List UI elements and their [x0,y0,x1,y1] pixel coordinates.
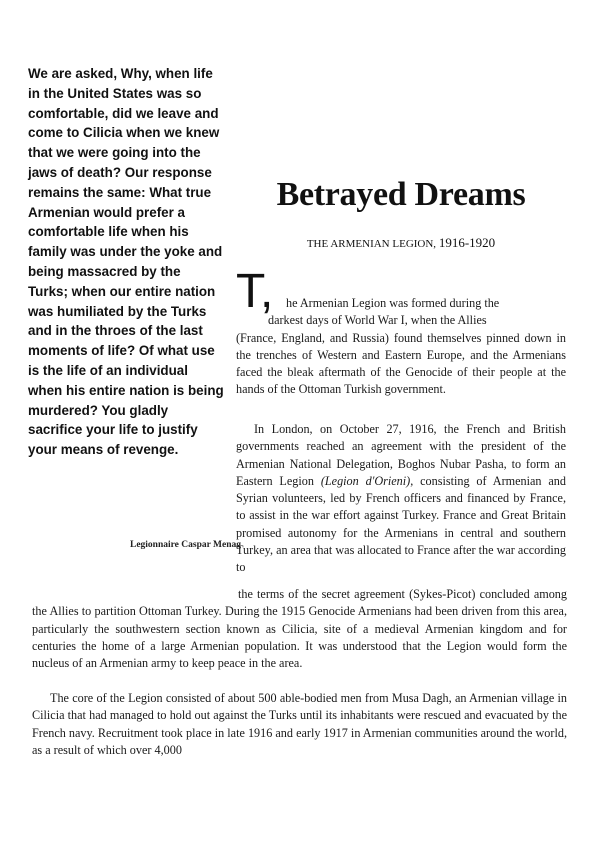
paragraph-2-end: , consisting of Armenian and Syrian volunteers, led by French officers and financed by France, to assist in the war effort against Turkey. France and Great Britain promised autonomy for the Armenians in central and southern Turkey, an area that was allocated to France after the war according to [236,473,566,575]
paragraph-2 [236,421,566,577]
subtitle-years: 1916-1920 [438,235,496,250]
article-title: Betrayed Dreams [276,176,526,213]
legion-name-italic: (Legion d'Orieni) [320,473,411,488]
subtitle-text: THE ARMENIAN LEGION, [306,238,437,250]
quote-attribution: Legionnaire Caspar Menag [129,540,241,550]
paragraph-3: the terms of the secret agreement (Sykes-Picot) concluded among the Allies to partition Ottoman Turkey. During the 1915 Genocide Armenians had been driven from this area, particularly the southwestern section known as Cilicia, site of a medieval Armenian kingdom and for centuries the home of a large Armenian population. It was understood that the Legion would form the nucleus of an Armenian army to keep peace in the area. [32,587,567,671]
paragraph-2-start: In London, on October 27, 1916, the French and British governments reached an agreement with the president of the Armenian National Delegation, Boghos Nubar Pasha, to form an Eastern Legion [236,422,566,488]
paragraph-4: The core of the Legion consisted of about 500 able-bodied men from Musa Dagh, an Armenian village in Cilicia that had managed to hold out against the Turks until its inhabitants were rescued and evacuated by the French navy. Recruitment took place in late 1916 and early 1917 in Armenian communities around the world, as a result of which over 4,000 [32,691,567,757]
drop-cap: T, [236,265,274,318]
paragraph-1 [236,295,566,399]
paragraph-1-line-2: darkest days of World War I, when the Allies [268,313,487,328]
paragraph-1-rest: (France, England, and Russia) found themselves pinned down in the trenches of Western and Eastern Europe, and the Armenians faced the bleak aftermath of the Genocide of their people at the hands of the Ottoman Turkish government. [236,330,566,397]
pull-quote: We are asked, Why, when life in the United States was so comfortable, did we leave and come to Cilicia when we knew that we were going into the jaws of death? Our response remains the same: What true Armenian would prefer a comfortable life when his family was under the yoke and being massacred by the Turks; when our entire nation was humiliated by the Turks and in the throes of the last moments of life? Of what use is the life of an individual when his entire nation is being murdered? You gladly sacrifice your life to justify your means of revenge. [28,66,224,458]
paragraph-1-line-1: he Armenian Legion was formed during the [286,296,500,310]
article-subtitle [240,235,562,251]
